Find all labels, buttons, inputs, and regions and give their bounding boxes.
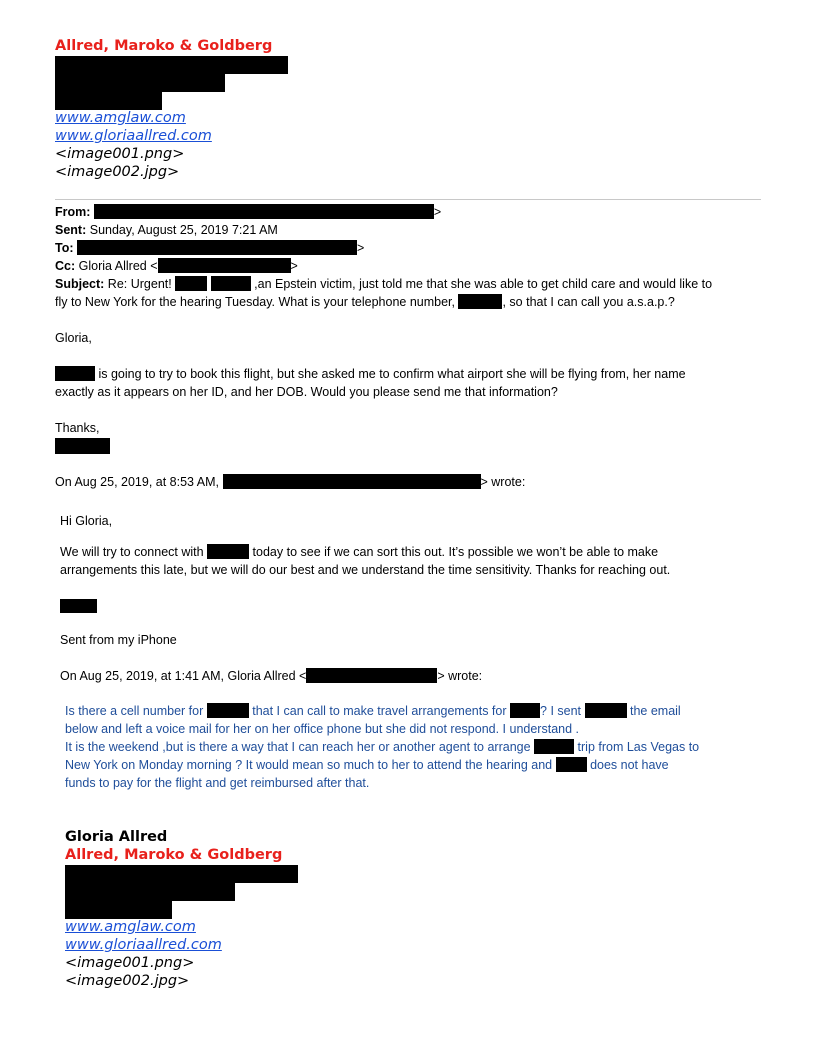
redaction-block: [207, 544, 249, 559]
redaction-block: [65, 883, 235, 901]
redaction-block: [306, 668, 437, 683]
reply-paragraph: [55, 365, 686, 383]
quote-intro: [55, 473, 525, 491]
redaction-block: [510, 703, 540, 718]
subject-text: ,an Epstein victim, just told me that she was able to get child care and would like to: [254, 277, 713, 291]
quote-intro-text: > wrote:: [437, 669, 483, 683]
quoted-text: ? I sent: [540, 704, 582, 718]
redaction-block: [175, 276, 207, 291]
to-label: To:: [55, 241, 74, 255]
subject-text: , so that I can call you a.s.a.p.?: [502, 295, 675, 309]
firm-name: Allred, Maroko & Goldberg: [55, 38, 273, 54]
quoted-message-line: [65, 738, 699, 756]
redaction-block: [458, 294, 502, 309]
redaction-block: [55, 92, 162, 110]
quoted-text: that I can call to make travel arrangements for: [252, 704, 507, 718]
quote-greeting: Hi Gloria,: [60, 514, 113, 528]
greeting: Gloria,: [55, 331, 92, 345]
cc-value: Gloria Allred <: [78, 259, 158, 273]
redaction-block: [207, 703, 249, 718]
quote-paragraph: [60, 543, 658, 561]
quoted-message-line: funds to pay for the flight and get reimbursed after that.: [65, 776, 370, 790]
quoted-text: the email: [629, 704, 681, 718]
redaction-block: [60, 599, 97, 613]
website-link-amglaw[interactable]: www.amglaw.com: [55, 110, 186, 126]
image-attachment-placeholder: <image001.png>: [65, 955, 195, 971]
subject-label: Subject:: [55, 277, 105, 291]
sent-from-iphone: Sent from my iPhone: [60, 633, 177, 647]
redaction-block: [55, 56, 288, 74]
reply-text: is going to try to book this flight, but she asked me to confirm what airport she will be flying from, her name: [98, 367, 686, 381]
closing: Thanks,: [55, 421, 100, 435]
quoted-text: trip from Las Vegas to: [577, 740, 700, 754]
quoted-message-line: [65, 702, 681, 720]
redaction-block: [94, 204, 434, 219]
sent-line: [55, 221, 278, 239]
redaction-block: [158, 258, 291, 273]
subject-text: Re: Urgent!: [107, 277, 172, 291]
from-label: From:: [55, 205, 91, 219]
redaction-block: [65, 901, 172, 919]
to-line: [55, 239, 364, 257]
redaction-block: [556, 757, 587, 772]
quote-intro-text: On Aug 25, 2019, at 8:53 AM,: [55, 475, 220, 489]
image-attachment-placeholder: <image001.png>: [55, 146, 185, 162]
image-attachment-placeholder: <image002.jpg>: [65, 973, 190, 989]
quoted-text: It is the weekend ,but is there a way that I can reach her or another agent to arrange: [65, 740, 531, 754]
quoted-message-line: below and left a voice mail for her on her office phone but she did not respond. I understand .: [65, 722, 579, 736]
from-suffix: >: [433, 205, 442, 219]
quoted-text: New York on Monday morning ? It would mean so much to her to attend the hearing and: [65, 758, 553, 772]
sent-label: Sent:: [55, 223, 87, 237]
to-suffix: >: [357, 241, 365, 255]
website-link-gloriaallred[interactable]: www.gloriaallred.com: [55, 128, 212, 144]
redaction-block: [534, 739, 574, 754]
header-divider: [55, 199, 761, 200]
quote-text: We will try to connect with: [60, 545, 204, 559]
image-attachment-placeholder: <image002.jpg>: [55, 164, 180, 180]
cc-label: Cc:: [55, 259, 76, 273]
redaction-block: [211, 276, 251, 291]
firm-name: Allred, Maroko & Goldberg: [65, 847, 283, 863]
signature-name: Gloria Allred: [65, 829, 168, 845]
quoted-text: Is there a cell number for: [65, 704, 204, 718]
website-link-gloriaallred[interactable]: www.gloriaallred.com: [65, 937, 222, 953]
quoted-text: does not have: [590, 758, 669, 772]
quote-text: today to see if we can sort this out. It’s possible we won’t be able to make: [252, 545, 659, 559]
quote-intro-text: > wrote:: [480, 475, 526, 489]
quote-paragraph-line-2: arrangements this late, but we will do our best and we understand the time sensitivity. Thanks for reaching out.: [60, 563, 671, 577]
reply-paragraph-line-2: exactly as it appears on her ID, and her DOB. Would you please send me that information?: [55, 385, 558, 399]
subject-line: [55, 275, 712, 293]
redaction-block: [585, 703, 627, 718]
redaction-block: [77, 240, 357, 255]
quote-intro: [60, 667, 482, 685]
quote-intro-text: On Aug 25, 2019, at 1:41 AM, Gloria Allred <: [60, 669, 307, 683]
redaction-block: [223, 474, 481, 489]
redaction-block: [55, 366, 95, 381]
quoted-message-line: [65, 756, 669, 774]
redaction-block: [55, 438, 110, 454]
cc-line: [55, 257, 298, 275]
redaction-block: [65, 865, 298, 883]
subject-text: fly to New York for the hearing Tuesday. What is your telephone number,: [55, 295, 455, 309]
sent-value: Sunday, August 25, 2019 7:21 AM: [89, 223, 278, 237]
redaction-block: [55, 74, 225, 92]
from-line: [55, 203, 441, 221]
subject-line-2: [55, 293, 675, 311]
cc-suffix: >: [290, 259, 298, 273]
website-link-amglaw[interactable]: www.amglaw.com: [65, 919, 196, 935]
